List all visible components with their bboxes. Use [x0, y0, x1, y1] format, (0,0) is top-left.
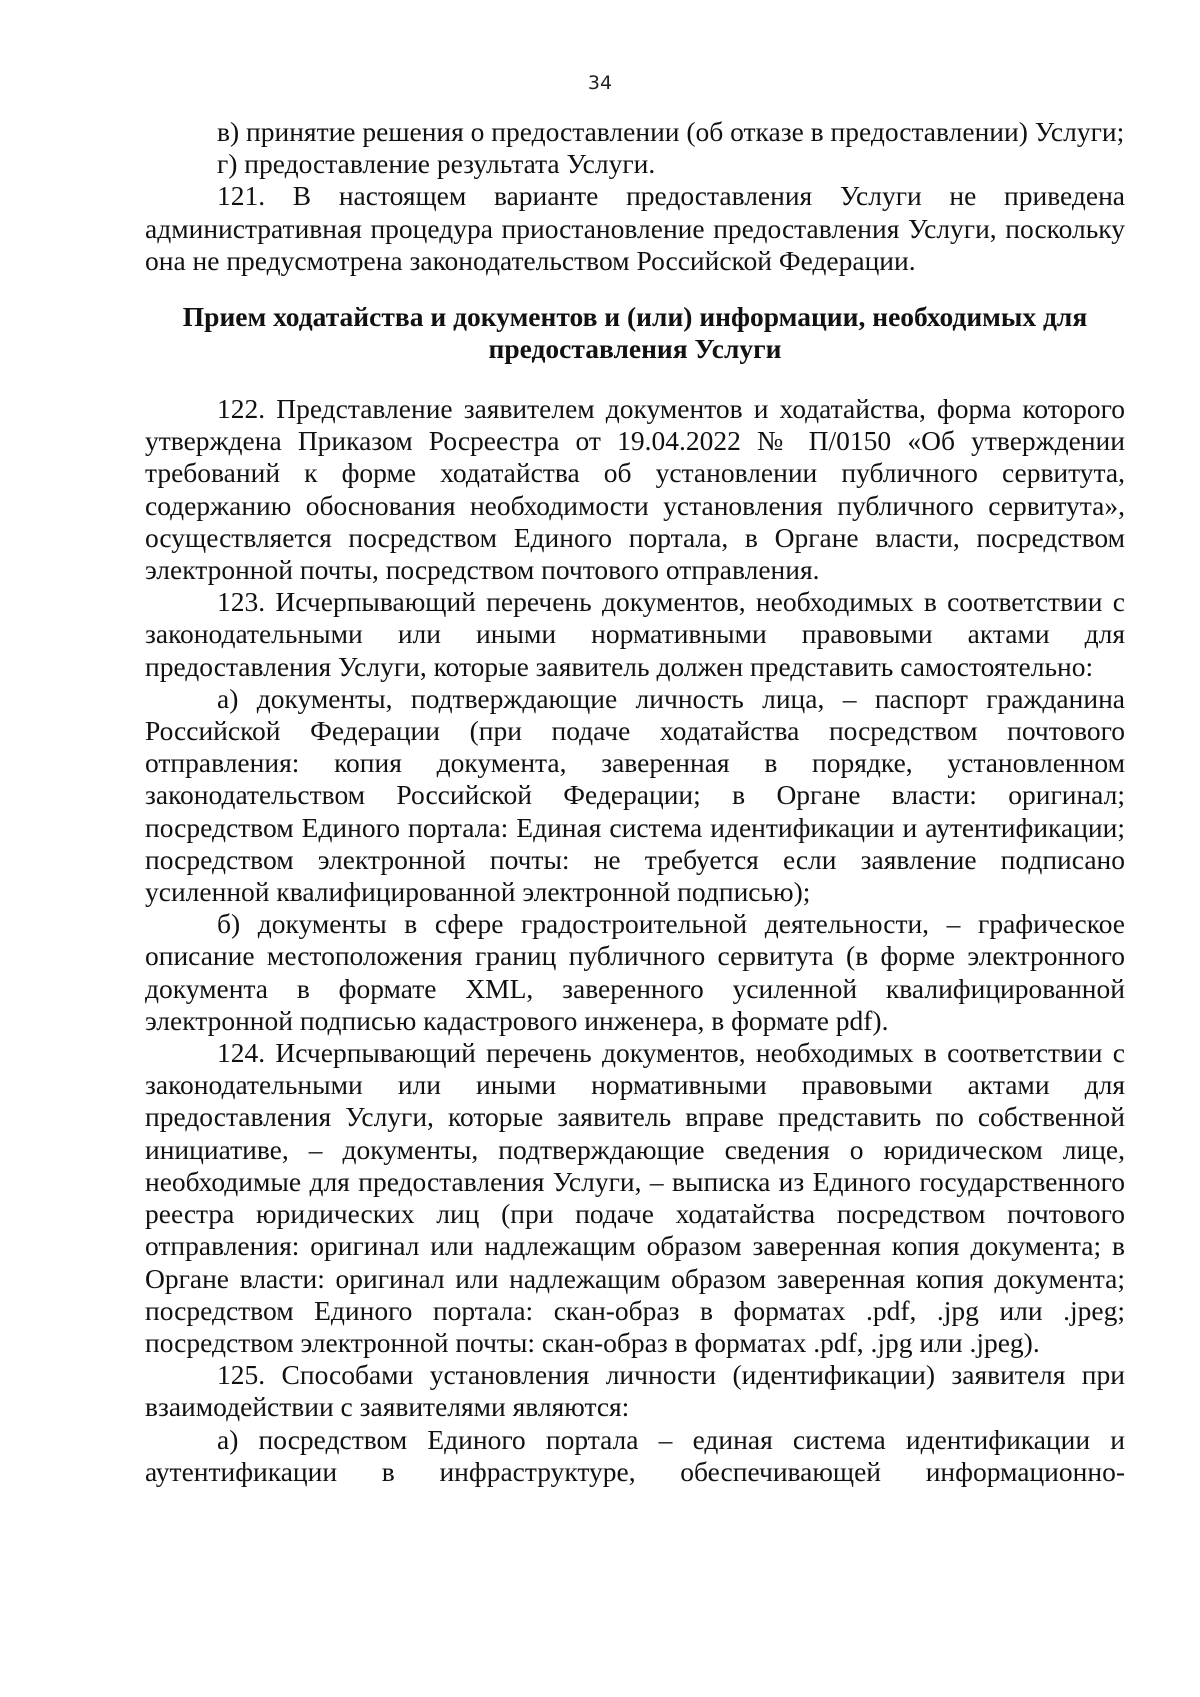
- paragraph-124: 124. Исчерпывающий перечень документов, необходимых в соответствии с законодательными или иными нормативными правовыми актами для предоставления Услуги, которые заявитель вправе представить по собственной инициативе, – документы, подтверждающие сведения о юридическом лице, необходимые для предоставления Услуги, – выписка из Единого государственного реестра юридических лиц (при подаче ходатайства посредством почтового отправления: оригинал или надлежащим образом заверенная копия документа; в Органе власти: оригинал или надлежащим образом заверенная копия документа; посредством Единого портала: скан-образ в форматах .pdf, .jpg или .jpeg; посредством электронной почты: скан-образ в форматах .pdf, .jpg или .jpeg).: [145, 1037, 1125, 1358]
- paragraph-125: 125. Способами установления личности (идентификации) заявителя при взаимодействии с заявителями являются:: [145, 1359, 1125, 1423]
- paragraph-123: 123. Исчерпывающий перечень документов, необходимых в соответствии с законодательными или иными нормативными правовыми актами для предоставления Услуги, которые заявитель должен представить самостоятельно:: [145, 586, 1125, 682]
- section-heading-line-2: предоставления Услуги: [488, 333, 782, 365]
- document-body: [145, 116, 1125, 1488]
- paragraph-122: 122. Представление заявителем документов и ходатайства, форма которого утверждена Приказом Росреестра от 19.04.2022 № П/0150 «Об утверждении требований к форме ходатайства об установлении публичного сервитута, содержанию обоснования необходимости установления публичного сервитута», осуществляется посредством Единого портала, в Органе власти, посредством электронной почты, посредством почтового отправления.: [145, 393, 1125, 586]
- section-heading: [145, 301, 1125, 365]
- paragraph-125-a: а) посредством Единого портала – единая система идентификации и аутентификации в инфраструктуре, обеспечивающей информационно-: [145, 1423, 1125, 1487]
- paragraph-123-b: б) документы в сфере градостроительной деятельности, – графическое описание местоположения границ публичного сервитута (в форме электронного документа в формате XML, заверенного усиленной квалифицированной электронной подписью кадастрового инженера, в формате pdf).: [145, 908, 1125, 1036]
- paragraph-item-v: в) принятие решения о предоставлении (об отказе в предоставлении) Услуги;: [217, 116, 1125, 147]
- paragraph-121: 121. В настоящем варианте предоставления Услуги не приведена административная процедура приостановление предоставления Услуги, поскольку она не предусмотрена законодательством Российской Федерации.: [145, 180, 1125, 276]
- page-number: 34: [587, 72, 613, 94]
- paragraph-item-g: г) предоставление результата Услуги.: [217, 148, 656, 180]
- paragraph-123-a: а) документы, подтверждающие личность лица, – паспорт гражданина Российской Федерации (при подаче ходатайства посредством почтового отправления: копия документа, заверенная в порядке, установленном законодательством Российской Федерации; в Органе власти: оригинал; посредством Единого портала: Единая система идентификации и аутентификации; посредством электронной почты: не требуется если заявление подписано усиленной квалифицированной электронной подписью);: [145, 682, 1125, 908]
- section-heading-line-1: Прием ходатайства и документов и (или) информации, необходимых для: [182, 301, 1088, 333]
